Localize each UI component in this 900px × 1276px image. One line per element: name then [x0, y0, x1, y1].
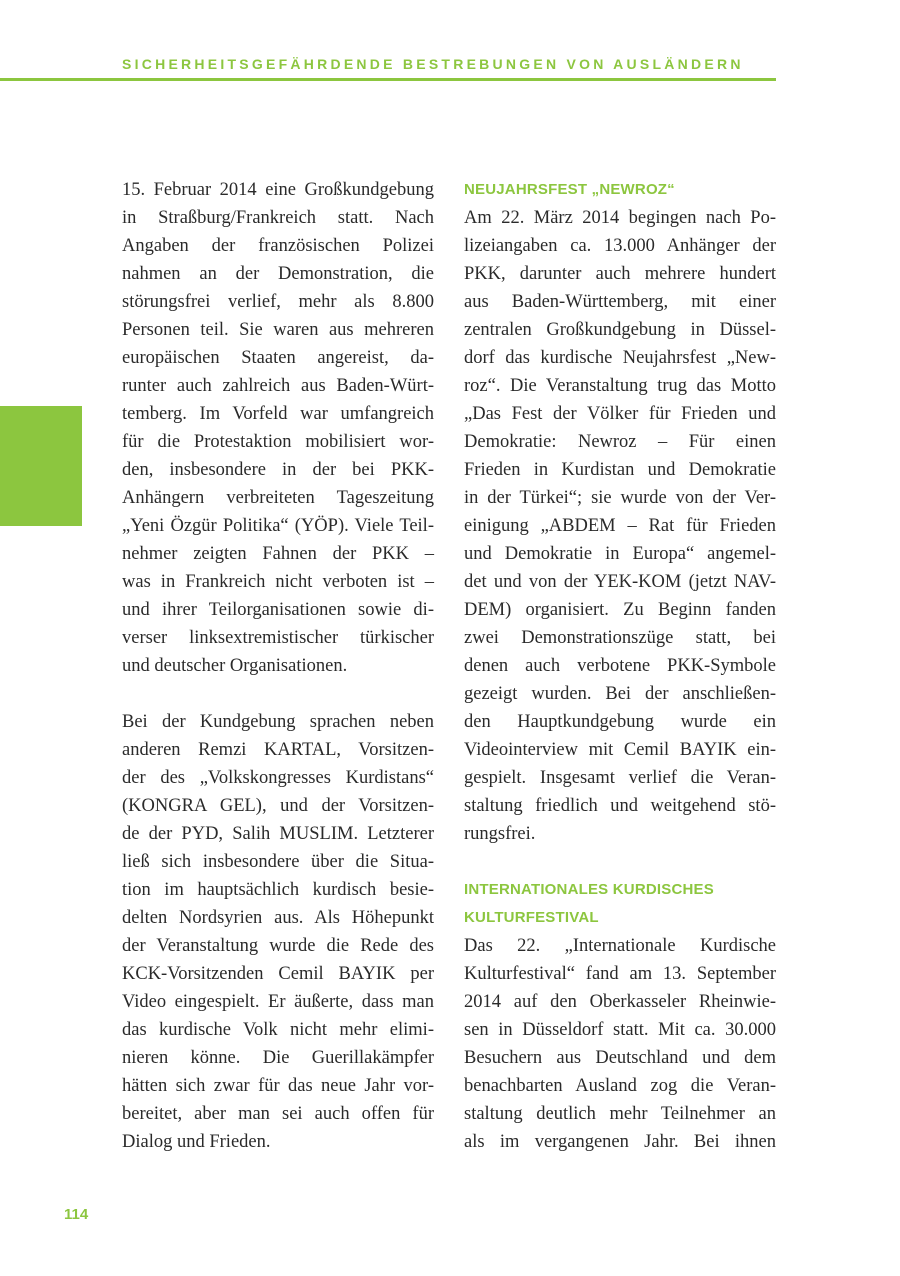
text-line: in Straßburg/Frankreich statt. Nach	[122, 208, 434, 228]
body-paragraph	[122, 176, 434, 680]
text-line: DEM) organisiert. Zu Beginn fanden	[464, 600, 776, 620]
text-line: 2014 auf den Oberkasseler Rheinwie-	[464, 992, 776, 1012]
text-line: zwei Demonstrationszüge statt, bei	[464, 628, 776, 648]
text-line: in der Türkei“; sie wurde von der Ver-	[464, 488, 776, 508]
text-line: Personen teil. Sie waren aus mehreren	[122, 320, 434, 340]
text-line: (KONGRA GEL), und der Vorsitzen-	[122, 796, 434, 816]
text-line: det und von der YEK-KOM (jetzt NAV-	[464, 572, 776, 592]
text-line: anderen Remzi KARTAL, Vorsitzen-	[122, 740, 434, 760]
text-line: den, insbesondere in der bei PKK-	[122, 460, 434, 480]
text-line: de der PYD, Salih MUSLIM. Letzterer	[122, 824, 434, 844]
text-line: temberg. Im Vorfeld war umfangreich	[122, 404, 434, 424]
text-line: dorf das kurdische Neujahrsfest „New-	[464, 348, 776, 368]
text-line: sen in Düsseldorf statt. Mit ca. 30.000	[464, 1020, 776, 1040]
text-line: Video eingespielt. Er äußerte, dass man	[122, 992, 434, 1012]
text-line: aus Baden-Württemberg, mit einer	[464, 292, 776, 312]
text-line: nehmer zeigten Fahnen der PKK –	[122, 544, 434, 564]
text-line: „Yeni Özgür Politika“ (YÖP). Viele Teil-	[122, 516, 434, 536]
text-line: hätten sich zwar für das neue Jahr vor-	[122, 1076, 434, 1096]
text-line: benachbarten Ausland zog die Veran-	[464, 1076, 776, 1096]
text-line: runter auch zahlreich aus Baden-Würt-	[122, 376, 434, 396]
text-line: für die Protestaktion mobilisiert wor-	[122, 432, 434, 452]
section-heading-line: INTERNATIONALES KURDISCHES	[464, 881, 714, 898]
text-line: Das 22. „Internationale Kurdische	[464, 936, 776, 956]
section-heading-line: KULTURFESTIVAL	[464, 909, 599, 926]
text-line: PKK, darunter auch mehrere hundert	[464, 264, 776, 284]
text-line: Frieden in Kurdistan und Demokratie	[464, 460, 776, 480]
text-line: lizeiangaben ca. 13.000 Anhänger der	[464, 236, 776, 256]
text-line: als im vergangenen Jahr. Bei ihnen	[464, 1132, 776, 1152]
text-line: nahmen an der Demonstration, die	[122, 264, 434, 284]
text-line: denen auch verbotene PKK-Symbole	[464, 656, 776, 676]
right-column	[464, 176, 776, 1156]
text-line: KCK-Vorsitzenden Cemil BAYIK per	[122, 964, 434, 984]
text-line: Anhängern verbreiteten Tageszeitung	[122, 488, 434, 508]
text-line: und ihrer Teilorganisationen sowie di-	[122, 600, 434, 620]
header-rule	[0, 78, 776, 81]
text-line: 15. Februar 2014 eine Großkundgebung	[122, 180, 434, 200]
text-line: Kulturfestival“ fand am 13. September	[464, 964, 776, 984]
text-line: und Demokratie in Europa“ angemel-	[464, 544, 776, 564]
text-line: und deutscher Organisationen.	[122, 656, 348, 676]
text-line: Videointerview mit Cemil BAYIK ein-	[464, 740, 776, 760]
text-line: Demokratie: Newroz – Für einen	[464, 432, 776, 452]
body-paragraph	[122, 708, 434, 1156]
text-line: verser linksextremistischer türkischer	[122, 628, 434, 648]
text-line: das kurdische Volk nicht mehr elimi-	[122, 1020, 434, 1040]
text-line: was in Frankreich nicht verboten ist –	[122, 572, 434, 592]
text-line: bereitet, aber man sei auch offen für	[122, 1104, 434, 1124]
text-line: Bei der Kundgebung sprachen neben	[122, 712, 434, 732]
chapter-side-tab	[0, 406, 82, 526]
text-line: europäischen Staaten angereist, da-	[122, 348, 434, 368]
text-line: gezeigt wurden. Bei der anschließen-	[464, 684, 776, 704]
text-line: der des „Volkskongresses Kurdistans“	[122, 768, 434, 788]
body-paragraph	[464, 204, 776, 848]
text-line: der Veranstaltung wurde die Rede des	[122, 936, 434, 956]
text-line: störungsfrei verlief, mehr als 8.800	[122, 292, 434, 312]
text-line: Besuchern aus Deutschland und dem	[464, 1048, 776, 1068]
body-paragraph	[464, 932, 776, 1156]
text-line: staltung deutlich mehr Teilnehmer an	[464, 1104, 776, 1124]
text-line: gespielt. Insgesamt verlief die Veran-	[464, 768, 776, 788]
text-line: „Das Fest der Völker für Frieden und	[464, 404, 776, 424]
text-line: einigung „ABDEM – Rat für Frieden	[464, 516, 776, 536]
text-line: ließ sich insbesondere über die Situa-	[122, 852, 434, 872]
text-line: rungsfrei.	[464, 824, 536, 844]
text-line: delten Nordsyrien aus. Als Höhepunkt	[122, 908, 434, 928]
section-heading	[464, 876, 776, 932]
section-heading: NEUJAHRSFEST „NEWROZ“	[464, 181, 675, 198]
page-number: 114	[64, 1206, 89, 1223]
text-line: tion im hauptsächlich kurdisch besie-	[122, 880, 434, 900]
text-line: staltung friedlich und weitgehend stö-	[464, 796, 776, 816]
text-line: Angaben der französischen Polizei	[122, 236, 434, 256]
text-line: Dialog und Frieden.	[122, 1132, 271, 1152]
text-line: nieren könne. Die Guerillakämpfer	[122, 1048, 434, 1068]
left-column	[122, 176, 434, 1156]
running-header: SICHERHEITSGEFÄHRDENDE BESTREBUNGEN VON AUSLÄNDERN	[122, 56, 744, 72]
text-line: roz“. Die Veranstaltung trug das Motto	[464, 376, 776, 396]
text-line: den Hauptkundgebung wurde ein	[464, 712, 776, 732]
text-line: zentralen Großkundgebung in Düssel-	[464, 320, 776, 340]
text-line: Am 22. März 2014 begingen nach Po-	[464, 208, 776, 228]
